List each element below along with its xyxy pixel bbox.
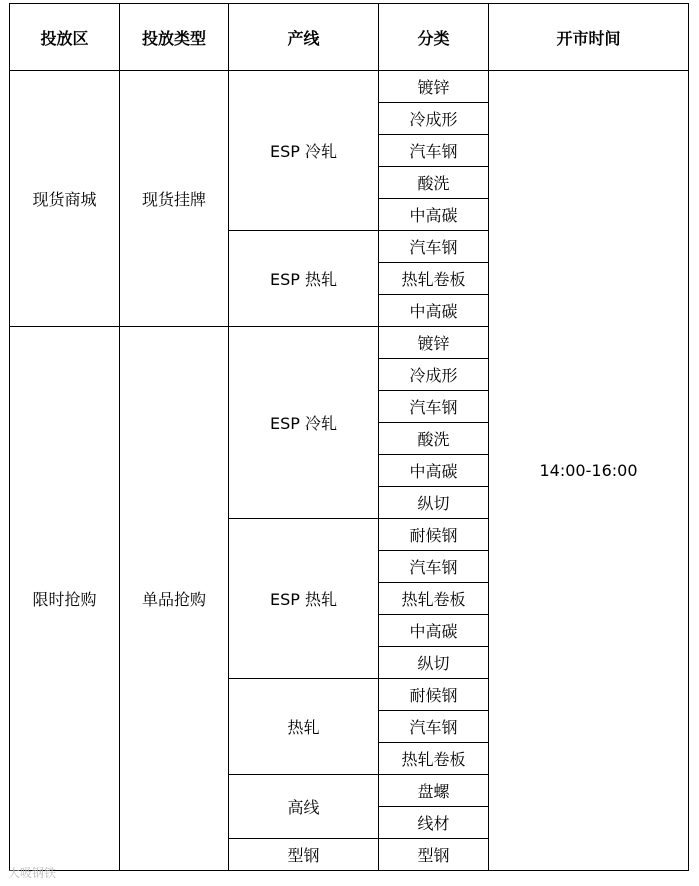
line-cell: 型钢 bbox=[229, 839, 379, 871]
category-cell: 耐候钢 bbox=[379, 679, 489, 711]
category-cell: 线材 bbox=[379, 807, 489, 839]
category-cell: 冷成形 bbox=[379, 359, 489, 391]
type-cell: 单品抢购 bbox=[120, 327, 229, 871]
header-open-time: 开市时间 bbox=[489, 4, 689, 71]
line-cell: ESP 冷轧 bbox=[229, 327, 379, 519]
category-cell: 盘螺 bbox=[379, 775, 489, 807]
category-cell: 纵切 bbox=[379, 647, 489, 679]
header-type: 投放类型 bbox=[120, 4, 229, 71]
watermark-text: 大吸钢铁 bbox=[8, 866, 57, 880]
header-row bbox=[10, 4, 689, 71]
category-cell: 型钢 bbox=[379, 839, 489, 871]
category-cell: 汽车钢 bbox=[379, 391, 489, 423]
line-cell: 热轧 bbox=[229, 679, 379, 775]
line-cell: ESP 冷轧 bbox=[229, 71, 379, 231]
line-cell: ESP 热轧 bbox=[229, 519, 379, 679]
category-cell: 热轧卷板 bbox=[379, 743, 489, 775]
category-cell: 热轧卷板 bbox=[379, 583, 489, 615]
zone-cell: 现货商城 bbox=[10, 71, 120, 327]
category-cell: 中高碳 bbox=[379, 199, 489, 231]
category-cell: 汽车钢 bbox=[379, 711, 489, 743]
category-cell: 冷成形 bbox=[379, 103, 489, 135]
category-cell: 中高碳 bbox=[379, 295, 489, 327]
category-cell: 酸洗 bbox=[379, 167, 489, 199]
header-category: 分类 bbox=[379, 4, 489, 71]
category-cell: 热轧卷板 bbox=[379, 263, 489, 295]
zone-cell: 限时抢购 bbox=[10, 327, 120, 871]
open-time-cell: 14:00-16:00 bbox=[489, 71, 689, 871]
header-line: 产线 bbox=[229, 4, 379, 71]
category-cell: 汽车钢 bbox=[379, 551, 489, 583]
schedule-table bbox=[9, 3, 689, 871]
line-cell: ESP 热轧 bbox=[229, 231, 379, 327]
table-row bbox=[10, 71, 689, 103]
category-cell: 纵切 bbox=[379, 487, 489, 519]
category-cell: 汽车钢 bbox=[379, 231, 489, 263]
line-cell: 高线 bbox=[229, 775, 379, 839]
category-cell: 镀锌 bbox=[379, 327, 489, 359]
type-cell: 现货挂牌 bbox=[120, 71, 229, 327]
category-cell: 酸洗 bbox=[379, 423, 489, 455]
category-cell: 中高碳 bbox=[379, 615, 489, 647]
watermark bbox=[8, 864, 56, 881]
category-cell: 汽车钢 bbox=[379, 135, 489, 167]
category-cell: 中高碳 bbox=[379, 455, 489, 487]
category-cell: 镀锌 bbox=[379, 71, 489, 103]
header-zone: 投放区 bbox=[10, 4, 120, 71]
category-cell: 耐候钢 bbox=[379, 519, 489, 551]
